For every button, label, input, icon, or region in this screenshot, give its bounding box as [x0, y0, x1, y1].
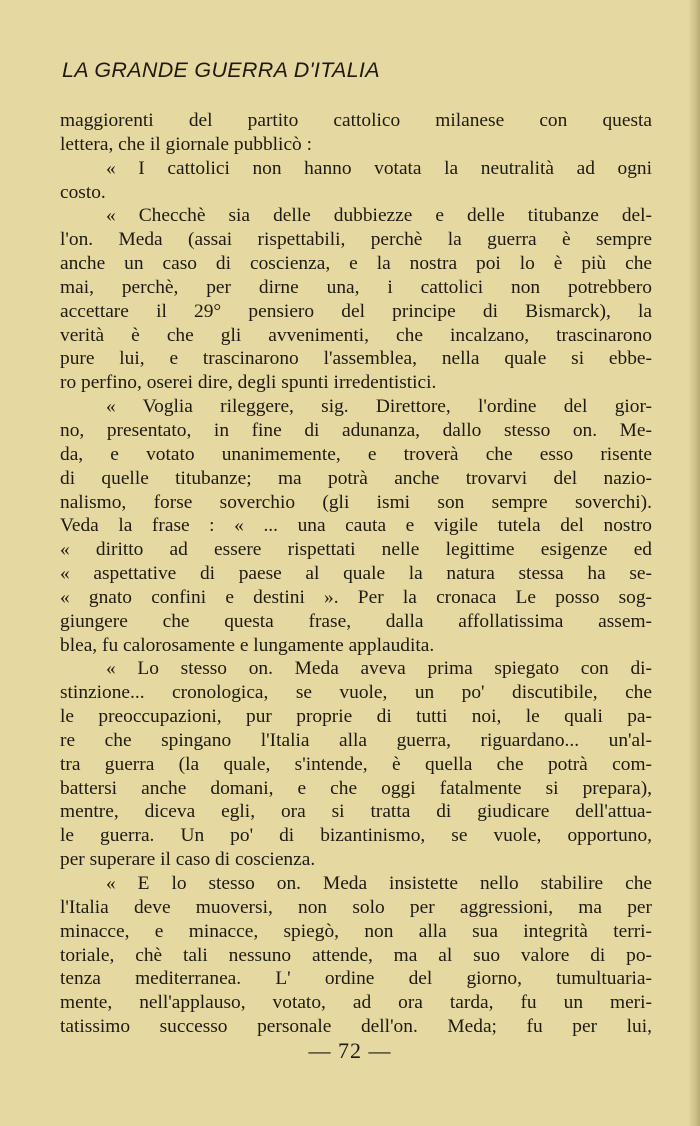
text-line: accettare il 29° pensiero del principe di Bismarck), la	[60, 300, 652, 322]
text-line: « E lo stesso on. Meda insistette nello stabilire che	[106, 873, 652, 894]
text-line: « Checchè sia delle dubbiezze e delle titubanze del-	[106, 205, 652, 227]
text-line: stinzione... cronologica, se vuole, un po' discutibile, che	[60, 682, 652, 704]
page-number: — 72 —	[308, 1038, 392, 1063]
text-line: anche un caso di coscienza, e la nostra poi lo è più che	[60, 253, 652, 275]
text-line: toriale, chè tali nessuno attende, ma al suo valore di po-	[60, 944, 652, 966]
text-line: le guerra. Un po' di bizantinismo, se vuole, opportuno,	[60, 825, 652, 847]
text-line: da, e votato unanimemente, e troverà che esso risente	[60, 443, 652, 465]
text-line: l'Italia deve muoversi, non solo per aggressioni, ma per	[60, 896, 652, 918]
text-line: le preoccupazioni, pur proprie di tutti noi, le quali pa-	[60, 706, 652, 728]
text-line: re che spingano l'Italia alla guerra, riguardano... un'al-	[60, 729, 652, 751]
text-line: mente, nell'applauso, votato, ad ora tarda, fu un meri-	[60, 992, 652, 1014]
text-line: verità è che gli avvenimenti, che incalzano, trascinarono	[60, 324, 652, 346]
text-line: mai, perchè, per dirne una, i cattolici non potrebbero	[60, 276, 652, 298]
text-line: per superare il caso di coscienza.	[60, 849, 316, 871]
text-line: di quelle titubanze; ma potrà anche trovarvi del nazio-	[60, 467, 652, 489]
text-line: « Voglia rileggere, sig. Direttore, l'ordine del gior-	[106, 396, 652, 418]
text-line: « diritto ad essere rispettati nelle legittime esigenze ed	[60, 539, 652, 561]
text-line: minacce, e minacce, spiegò, non alla sua integrità terri-	[60, 920, 652, 942]
text-line: lettera, che il giornale pubblicò :	[60, 133, 312, 155]
text-line: costo.	[60, 181, 106, 203]
text-line: blea, fu calorosamente e lungamente applaudita.	[60, 634, 435, 656]
text-line: pure lui, e trascinarono l'assemblea, nella quale si ebbe-	[60, 348, 652, 370]
text-line: « I cattolici non hanno votata la neutralità ad ogni	[106, 157, 652, 179]
text-line: « aspettative di paese al quale la natura stessa ha se-	[60, 563, 652, 585]
text-line: maggiorenti del partito cattolico milanese con questa	[60, 110, 652, 131]
body-text	[60, 109, 652, 1039]
text-line: Veda la frase : « ... una cauta e vigile tutela del nostro	[60, 515, 652, 537]
page-edge	[688, 0, 700, 1126]
text-line: « gnato confini e destini ». Per la cronaca Le posso sog-	[60, 586, 652, 608]
text-line: no, presentato, in fine di adunanza, dallo stesso on. Me-	[60, 419, 652, 441]
text-line: tatissimo successo personale dell'on. Meda; fu per lui,	[60, 1016, 652, 1038]
text-line: mentre, diceva egli, ora si tratta di giudicare dell'attua-	[60, 801, 652, 823]
text-line: « Lo stesso on. Meda aveva prima spiegato con di-	[106, 658, 652, 680]
text-line: nalismo, forse soverchio (gli ismi son sempre soverchi).	[60, 491, 652, 513]
text-line: battersi anche domani, e che oggi fatalmente si prepara),	[60, 777, 652, 799]
text-line: tenza mediterranea. L' ordine del giorno, tumultuaria-	[60, 968, 652, 990]
text-line: l'on. Meda (assai rispettabili, perchè la guerra è sempre	[60, 229, 652, 251]
text-line: tra guerra (la quale, s'intende, è quella che potrà com-	[60, 753, 652, 775]
text-line: giungere che questa frase, dalla affollatissima assem-	[60, 610, 652, 632]
running-header: LA GRANDE GUERRA D'ITALIA	[62, 58, 380, 82]
text-line: ro perfino, oserei dire, degli spunti irredentistici.	[60, 372, 437, 394]
